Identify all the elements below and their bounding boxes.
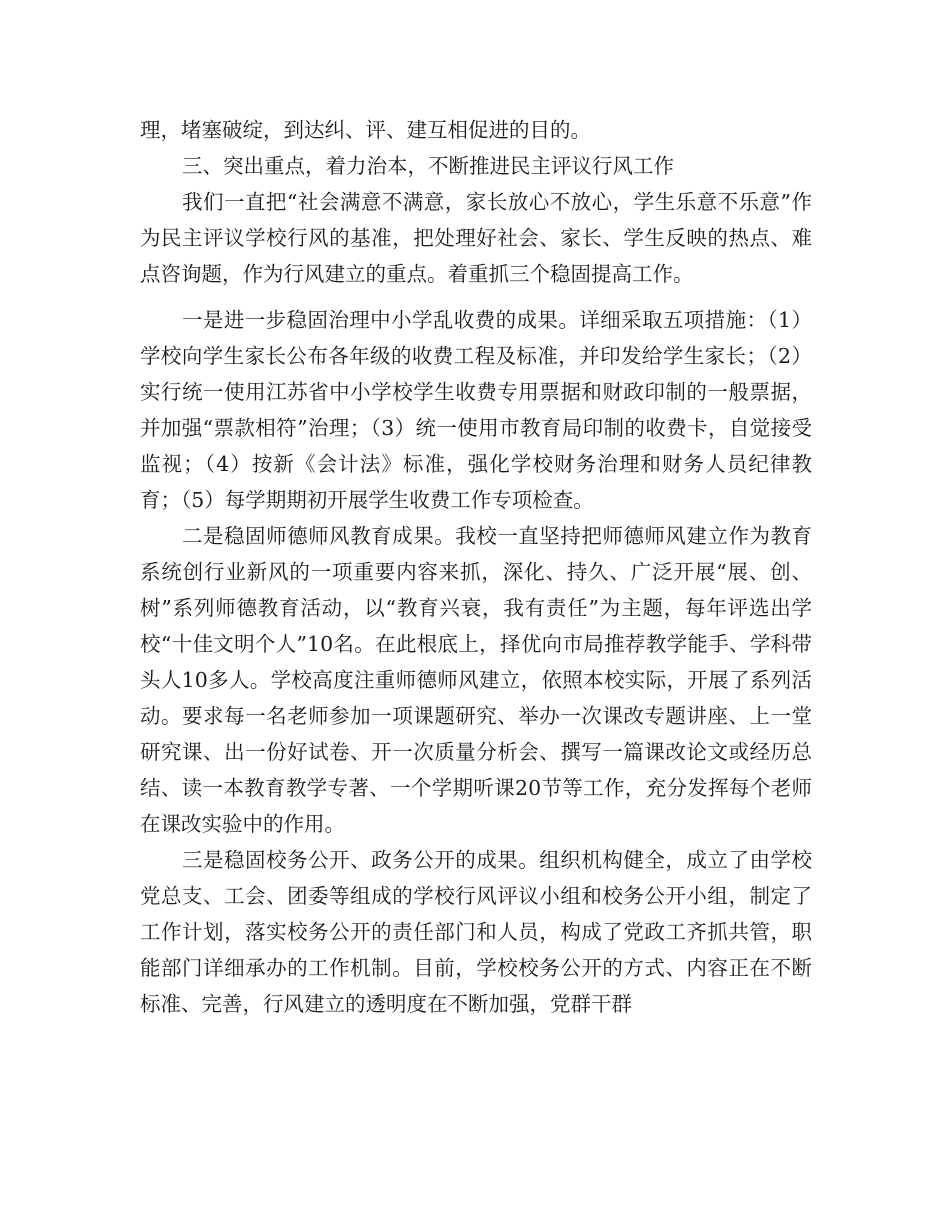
paragraph-continuation: 理，堵塞破绽，到达纠、评、建互相促进的目的。 [140, 118, 591, 142]
paragraph-teacher-ethics: 二是稳固师德师风教育成果。我校一直坚持把师德师风建立作为教育系统创行业新风的一项重要内容来抓，深化、持久、广泛开展“展、创、树”系列师德教育活动，以“教育兴衰，我有责任”为主题，每年评选出学校“十佳文明个人”10名。在此根底上，择优向市局推荐教学能手、学科带头人10多人。学校高度注重师德师风建立，依照本校实际，开展了系列活动。要求每一名老师参加一项课题研究、举办一次课改专题讲座、上一堂研究课、出一份好试卷、开一次质量分析会、撰写一篇课改论文或经历总结、读一本教育教学专著、一个学期听课20节等工作，充分发挥每个老师在课改实验中的作用。 [140, 524, 812, 836]
paragraph-intro: 我们一直把“社会满意不满意，家长放心不放心，学生乐意不乐意”作为民主评议学校行风的基准，把处理好社会、家长、学生反映的热点、难点咨询题，作为行风建立的重点。着重抓三个稳固提高工作。 [140, 190, 812, 286]
paragraph-fees: 一是进一步稳固治理中小学乱收费的成果。详细采取五项措施：（1）学校向学生家长公布各年级的收费工程及标准，并印发给学生家长；（2）实行统一使用江苏省中小学校学生收费专用票据和财政印制的一般票据，并加强“票款相符”治理；（3）统一使用市教育局印制的收费卡，自觉接受监视；（4）按新《会计法》标准，强化学校财务治理和财务人员纪律教育；（5）每学期期初开展学生收费工作专项检查。 [140, 308, 812, 512]
paragraph-transparency: 三是稳固校务公开、政务公开的成果。组织机构健全，成立了由学校党总支、工会、团委等组成的学校行风评议小组和校务公开小组，制定了工作计划，落实校务公开的责任部门和人员，构成了党政工齐抓共管，职能部门详细承办的工作机制。目前，学校校务公开的方式、内容正在不断标准、完善，行风建立的透明度在不断加强，党群干群 [140, 848, 812, 1016]
document-body [140, 112, 812, 1022]
section-heading: 三、突出重点，着力治本，不断推进民主评议行风工作 [182, 154, 674, 178]
